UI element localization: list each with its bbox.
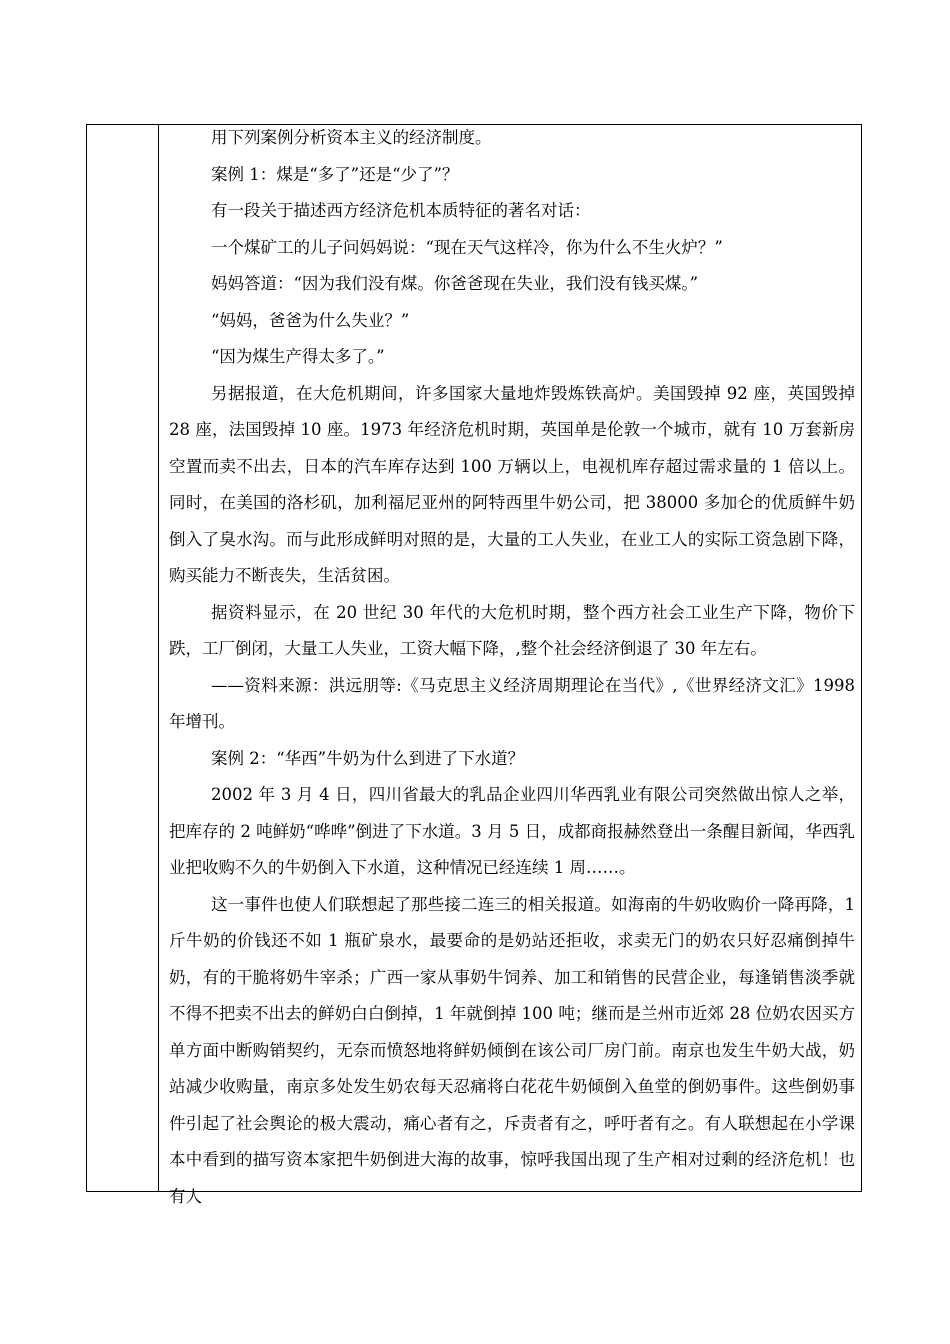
- case-2-paragraph-2: 这一事件也使人们联想起了那些接二连三的相关报道。如海南的牛奶收购价一降再降，1 斤牛奶的价钱还不如 1 瓶矿泉水，最要命的是奶站还拒收，求卖无门的奶农只好忍痛倒掉牛奶，有的干脆将奶牛宰杀；广西一家从事奶牛饲养、加工和销售的民营企业，每逢销售淡季就不得不把卖不出去的鲜奶白白倒掉，1 年就倒掉 100 吨；继而是兰州市近郊 28 位奶农因买方单方面中断购销契约，无奈而愤怒地将鲜奶倾倒在该公司厂房门前。南京也发生牛奶大战，奶站减少收购量，南京多处发生奶农每天忍痛将白花花牛奶倾倒入鱼堂的倒奶事件。这些倒奶事件引起了社会舆论的极大震动，痛心者有之，斥责者有之，呼吁者有之。有人联想起在小学课本中看到的描写资本家把牛奶倒进大海的故事，惊呼我国出现了生产相对过剩的经济危机！也有人: [169, 894, 855, 1206]
- table-content-cell: [169, 125, 855, 1215]
- intro-paragraph: 用下列案例分析资本主义的经济制度。: [211, 128, 492, 147]
- dialogue-line-2: 妈妈答道：“因为我们没有煤。你爸爸现在失业，我们没有钱买煤。”: [211, 274, 699, 293]
- report-paragraph: 另据报道，在大危机期间，许多国家大量地炸毁炼铁高炉。美国毁掉 92 座，英国毁掉 28 座，法国毁掉 10 座。1973 年经济危机时期，英国单是伦敦一个城市，就有 10 万套新房空置而卖不出去，日本的汽车库存达到 100 万辆以上，电视机库存超过需求量的 1 倍以上。同时，在美国的洛杉矶，加利福尼亚州的阿特西里牛奶公司，把 38000 多加仑的优质鲜牛奶倒入了臭水沟。而与此形成鲜明对照的是，大量的工人失业，在业工人的实际工资急剧下降，购买能力不断丧失，生活贫困。: [169, 383, 855, 585]
- case-1-heading: 案例 1：煤是“多了”还是“少了”？: [211, 164, 459, 184]
- dialogue-intro: 有一段关于描述西方经济危机本质特征的著名对话：: [211, 201, 591, 220]
- document-table: [86, 124, 862, 1206]
- source-citation: ——资料来源：洪远朋等:《马克思主义经济周期理论在当代》,《世界经济文汇》1998 年增刊。: [169, 675, 855, 731]
- data-paragraph: 据资料显示，在 20 世纪 30 年代的大危机时期，整个西方社会工业生产下降，物价下跌，工厂倒闭，大量工人失业，工资大幅下降，,整个社会经济倒退了 30 年左右。: [169, 602, 855, 658]
- dialogue-line-1: 一个煤矿工的儿子问妈妈说：“现在天气这样冷，你为什么不生火炉？”: [211, 237, 723, 257]
- dialogue-line-4: “因为煤生产得太多了。”: [211, 347, 385, 366]
- table-column-divider: [158, 125, 159, 1191]
- dialogue-line-3: “妈妈，爸爸为什么失业？”: [211, 310, 410, 330]
- case-2-paragraph-1: 2002 年 3 月 4 日，四川省最大的乳品企业四川华西乳业有限公司突然做出惊人之举，把库存的 2 吨鲜奶“哗哗”倒进了下水道。3 月 5 日，成都商报赫然登出一条醒目新闻，华西乳业把收购不久的牛奶倒入下水道，这种情况已经连续 1 周……。: [169, 785, 855, 877]
- case-2-heading: 案例 2：“华西”牛奶为什么到进了下水道？: [211, 748, 525, 768]
